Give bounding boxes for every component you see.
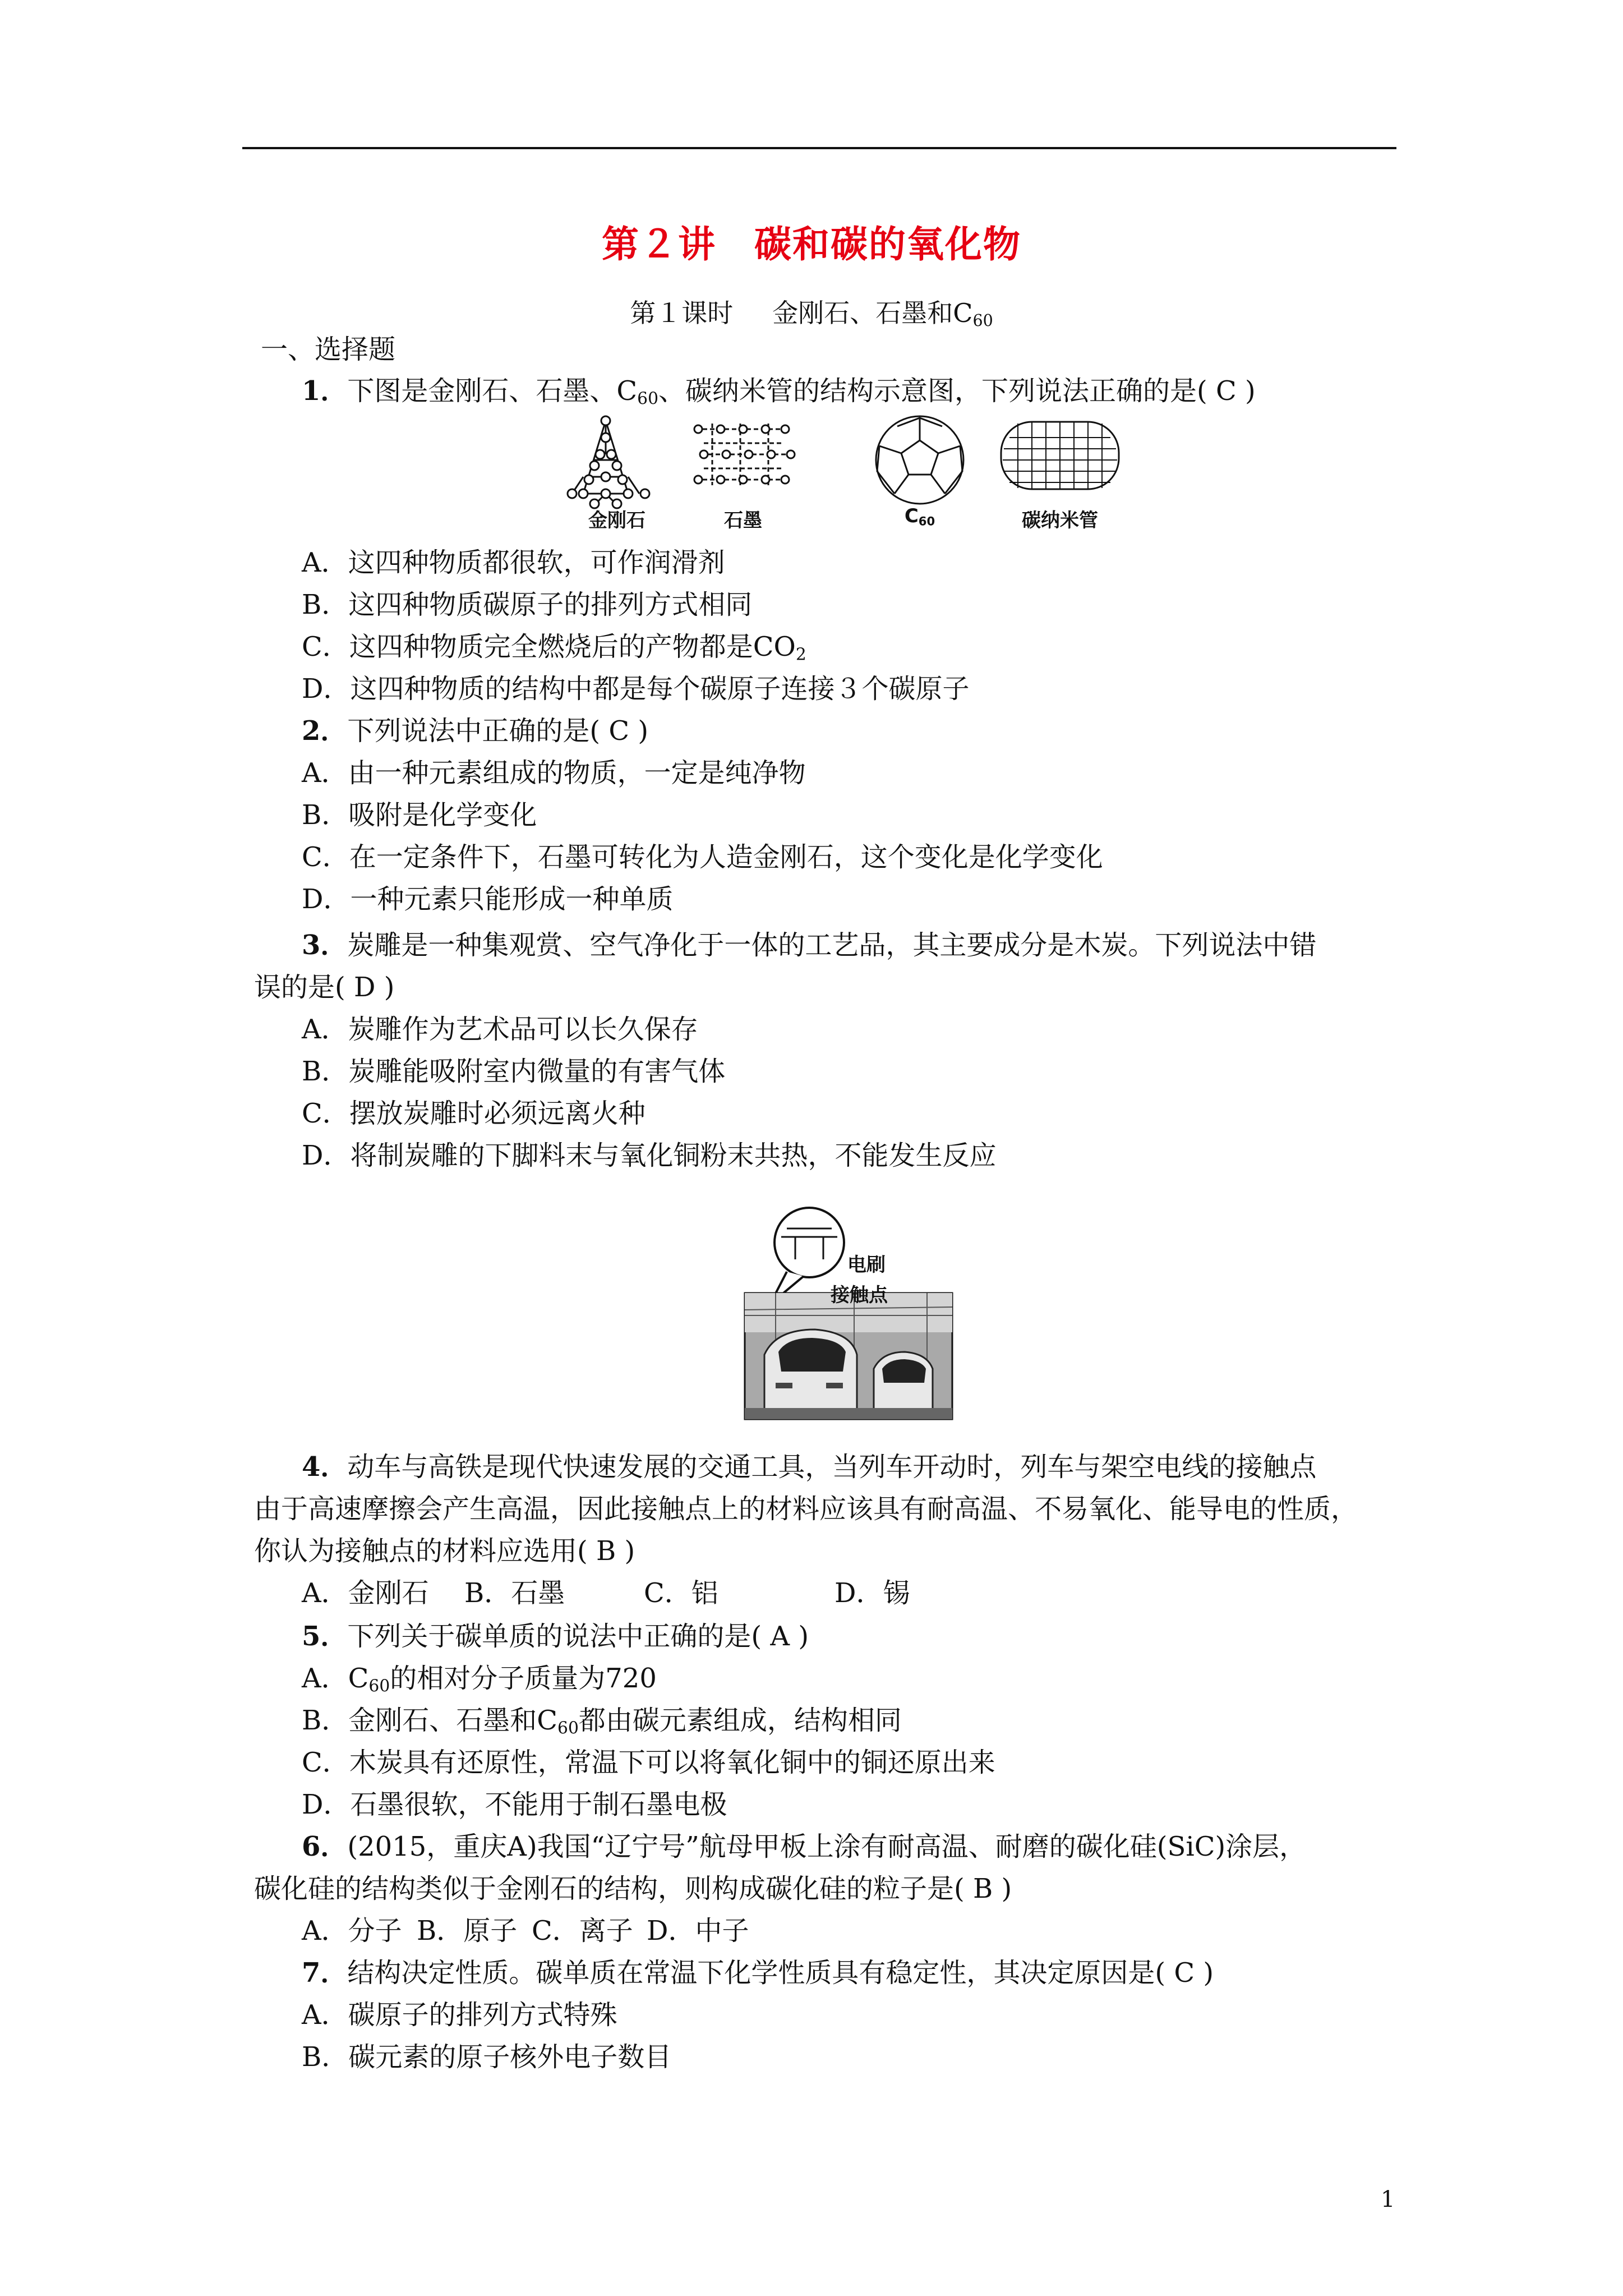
q5-option-c: C．木炭具有还原性，常温下可以将氧化铜中的铜还原出来: [302, 1747, 995, 1778]
q6-option-b: B．原子: [417, 1915, 518, 1947]
q4-option-a: A．金刚石: [302, 1577, 429, 1609]
question-4: [302, 1450, 1316, 1484]
question-2: [302, 714, 648, 748]
subscript: 60: [368, 1676, 390, 1696]
q1-option-b: B．这四种物质碳原子的排列方式相同: [302, 589, 753, 620]
q1-option-c: [302, 630, 806, 664]
q1-option-a: A．这四种物质都很软，可作润滑剂: [302, 547, 725, 578]
q6-option-a: A．分子: [302, 1915, 402, 1947]
question-3-continued: 误的是( D ): [254, 972, 395, 1003]
question-4-continued: 由于高速摩擦会产生高温，因此接触点上的材料应该具有耐高温、不易氧化、能导电的性质，: [254, 1493, 1358, 1525]
subscript: 60: [918, 514, 935, 528]
q7-option-a: A．碳原子的排列方式特殊: [302, 1999, 617, 2031]
q5-option-a: [302, 1662, 657, 1695]
option-text: A．C: [302, 1663, 369, 1694]
question-number: 4．: [302, 1451, 348, 1483]
question-stem: 、碳纳米管的结构示意图，下列说法正确的是( C ): [658, 375, 1256, 407]
diamond-label: 金刚石: [588, 509, 645, 532]
question-stem: 下列关于碳单质的说法中正确的是( A ): [347, 1621, 809, 1652]
lesson-topic: 金刚石、石墨和C: [772, 298, 973, 328]
question-5: [302, 1619, 809, 1653]
q6-option-c: C．离子: [532, 1915, 633, 1947]
q4-option-c: C．铝: [644, 1577, 718, 1609]
question-stem: 下图是金刚石、石墨、C: [347, 375, 638, 407]
question-3: [302, 928, 1316, 962]
question-1: [302, 374, 1256, 408]
q3-option-a: A．炭雕作为艺术品可以长久保存: [302, 1014, 698, 1045]
page-title: 第２讲 碳和碳的氧化物: [602, 223, 1021, 266]
graphite-structure-icon: [694, 424, 795, 485]
nanotube-label: 碳纳米管: [1022, 509, 1098, 532]
contact-point-label: 接触点: [831, 1284, 888, 1306]
lesson-number: 第１课时: [630, 298, 734, 328]
q2-option-d: D．一种元素只能形成一种单质: [302, 884, 674, 915]
q6-options: [302, 1914, 749, 1948]
question-number: 6．: [302, 1831, 348, 1862]
q4-option-d: D．锡: [834, 1577, 910, 1609]
graphite-label: 石墨: [724, 509, 762, 532]
question-number: 1．: [302, 375, 348, 407]
q3-option-d: D．将制炭雕的下脚料末与氧化铜粉末共热，不能发生反应: [302, 1140, 997, 1171]
header-rule: [242, 147, 1396, 149]
question-7: [302, 1956, 1214, 1990]
question-6: [302, 1830, 1306, 1864]
c60-structure-icon: [876, 416, 963, 504]
question-6-continued: 碳化硅的结构类似于金刚石的结构，则构成碳化硅的粒子是( B ): [254, 1873, 1012, 1904]
option-text: B．金刚石、石墨和C: [302, 1705, 558, 1736]
q4-option-b: B．石墨: [464, 1577, 565, 1609]
page-number: 1: [1381, 2187, 1395, 2212]
train-photo-figure: [742, 1203, 955, 1422]
q3-option-c: C．摆放炭雕时必须远离火种: [302, 1098, 645, 1129]
train-photo: [742, 1203, 955, 1422]
q5-option-d: D．石墨很软，不能用于制石墨电极: [302, 1789, 727, 1820]
q2-option-c: C．在一定条件下，石墨可转化为人造金刚石，这个变化是化学变化: [302, 841, 1103, 873]
subscript: 60: [557, 1718, 579, 1738]
option-text: 都由碳元素组成，结构相同: [578, 1705, 902, 1736]
question-4-continued: 你认为接触点的材料应选用( B ): [254, 1535, 635, 1567]
c60-label: [897, 505, 942, 527]
section-heading: 一、选择题: [261, 334, 396, 365]
subscript: 60: [972, 311, 993, 330]
question-stem: (2015，重庆A)我国“辽宁号”航母甲板上涂有耐高温、耐磨的碳化硅(SiC)涂层，: [347, 1831, 1307, 1862]
q4-options: [302, 1576, 910, 1610]
question-stem: 结构决定性质。碳单质在常温下化学性质具有稳定性，其决定原因是( C ): [347, 1957, 1214, 1989]
subscript: 60: [637, 389, 658, 409]
question-number: 2．: [302, 715, 348, 747]
question-number: 3．: [302, 930, 348, 961]
brush-label: 电刷: [847, 1254, 886, 1276]
q5-option-b: [302, 1704, 902, 1737]
lesson-subtitle: [0, 293, 1623, 330]
q2-option-a: A．由一种元素组成的物质，一定是纯净物: [302, 757, 806, 789]
carbon-structures-figure: [561, 415, 1122, 544]
question-stem: 炭雕是一种集观赏、空气净化于一体的工艺品，其主要成分是木炭。下列说法中错: [347, 930, 1317, 961]
q1-option-d: D．这四种物质的结构中都是每个碳原子连接３个碳原子: [302, 673, 970, 705]
option-text: C．这四种物质完全燃烧后的产物都是CO: [302, 631, 796, 662]
subscript: 2: [795, 645, 806, 665]
q7-option-b: B．碳元素的原子核外电子数目: [302, 2041, 672, 2073]
question-stem: 下列说法中正确的是( C ): [347, 715, 649, 747]
question-number: 5．: [302, 1621, 348, 1652]
question-number: 7．: [302, 1957, 348, 1989]
question-stem: 动车与高铁是现代快速发展的交通工具，当列车开动时，列车与架空电线的接触点: [347, 1451, 1317, 1483]
q3-option-b: B．炭雕能吸附室内微量的有害气体: [302, 1056, 726, 1087]
diamond-structure-icon: [568, 416, 649, 508]
q2-option-b: B．吸附是化学变化: [302, 799, 537, 831]
nanotube-structure-icon: [1001, 422, 1119, 489]
option-text: 的相对分子质量为720: [390, 1663, 657, 1694]
q6-option-d: D．中子: [647, 1915, 749, 1947]
c60-label-text: C: [904, 505, 919, 527]
